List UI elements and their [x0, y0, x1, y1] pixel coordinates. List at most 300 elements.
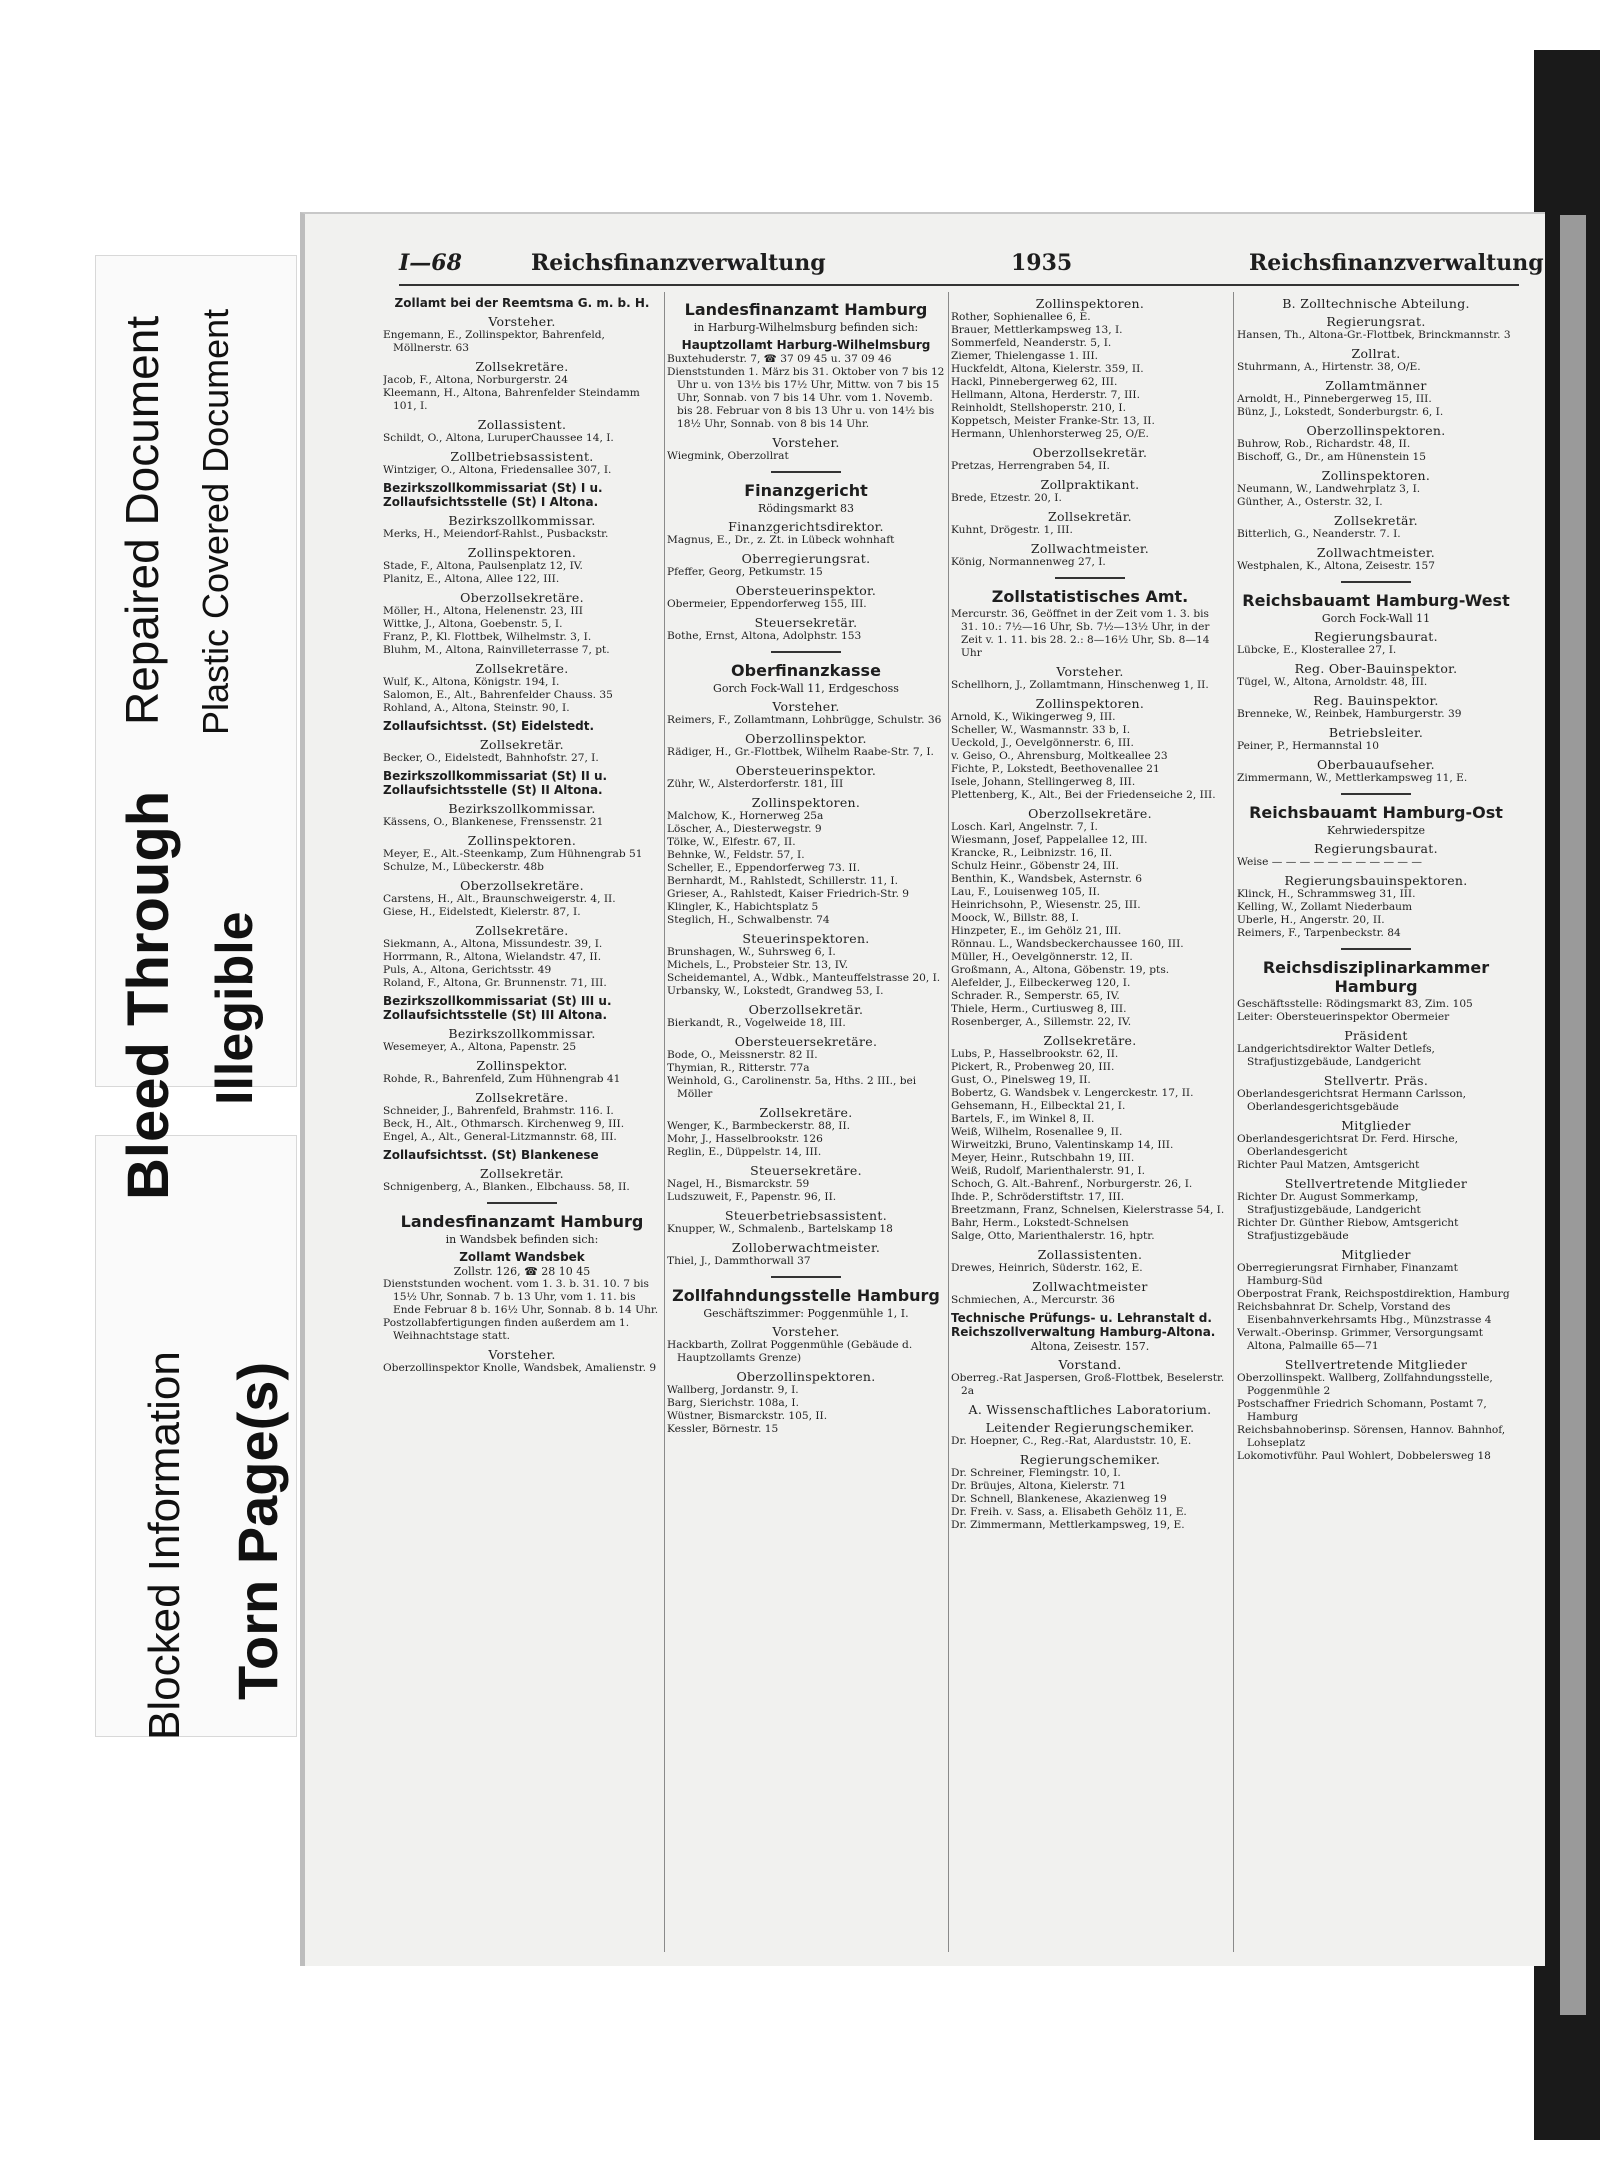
entry: Wallberg, Jordanstr. 9, I.: [667, 1384, 799, 1396]
address-line: in Wandsbek befinden sich:: [445, 1233, 599, 1246]
entry: Buxtehuderstr. 7, ☎ 37 09 45 u. 37 09 46: [667, 353, 892, 365]
entry: Arnold, K., Wikingerweg 9, III.: [951, 711, 1116, 723]
section-rule: [771, 1276, 841, 1278]
role-heading: Zollassistenten.: [1037, 1247, 1143, 1262]
entry: Wiegmink, Oberzollrat: [667, 450, 789, 462]
entry: Richter Paul Matzen, Amtsgericht: [1237, 1159, 1420, 1171]
entry: Reglin, E., Düppelstr. 14, III.: [667, 1146, 822, 1158]
role-heading: Regierungschemiker.: [1019, 1452, 1161, 1467]
column-divider: [664, 292, 665, 1952]
role-heading: Oberzollsekretäre.: [460, 878, 584, 893]
entry: Thymian, R., Ritterstr. 77a: [667, 1062, 810, 1074]
entry: v. Geiso, O., Ahrensburg, Moltkeallee 23: [951, 750, 1168, 762]
office-title: Hauptzollamt Harburg-Wilhelmsburg: [681, 338, 931, 352]
entry: Oberpostrat Frank, Reichspostdirektion, Hamburg: [1237, 1288, 1510, 1300]
role-heading: Vorsteher.: [488, 1347, 556, 1362]
entry: Wenger, K., Barmbeckerstr. 88, II.: [667, 1120, 851, 1132]
page-number: I—68: [399, 250, 462, 276]
address-line: Zollstr. 126, ☎ 28 10 45: [453, 1265, 591, 1278]
entry: Benthin, K., Wandsbek, Asternstr. 6: [951, 873, 1143, 885]
entry: Bischoff, G., Dr., am Hünenstein 15: [1237, 451, 1427, 463]
role-heading: Zollrat.: [1351, 346, 1401, 361]
entry: Pfeffer, Georg, Petkumstr. 15: [667, 566, 823, 578]
role-heading: Stellvertretende Mitglieder: [1284, 1357, 1468, 1372]
section-rule: [1341, 948, 1411, 950]
role-heading: Zollsekretäre.: [759, 1105, 853, 1120]
role-heading: Zollsekretäre.: [475, 359, 569, 374]
entry: Behnke, W., Feldstr. 57, I.: [667, 849, 805, 861]
entry: Uberle, H., Angerstr. 20, II.: [1237, 914, 1385, 926]
entry: Löscher, A., Diesterwegstr. 9: [667, 823, 822, 835]
role-heading: Steuersekretär.: [754, 615, 858, 630]
entry: Michels, L., Probsteier Str. 13, IV.: [667, 959, 849, 971]
entry: Carstens, H., Alt., Braunschweigerstr. 4, II.: [383, 893, 616, 905]
entry: Mohr, J., Hasselbrookstr. 126: [667, 1133, 823, 1145]
role-heading: Oberbauaufseher.: [1317, 757, 1435, 772]
entry: Huckfeldt, Altona, Kielerstr. 359, II.: [951, 363, 1144, 375]
entry: Magnus, E., Dr., z. Zt. in Lübeck wohnhaft: [667, 534, 895, 546]
entry: Merks, H., Meiendorf-Rahlst., Pusbackstr.: [383, 528, 609, 540]
entry: Dr. Schreiner, Flemingstr. 10, I.: [951, 1467, 1121, 1479]
scan-page-stack: [1560, 215, 1586, 2015]
role-heading: Steuersekretäre.: [750, 1163, 862, 1178]
entry: Bobertz, G. Wandsbek v. Lengerckestr. 17, II.: [951, 1087, 1194, 1099]
address-line: in Harburg-Wilhelmsburg befinden sich:: [693, 321, 919, 334]
entry: Lübcke, E., Klosterallee 27, I.: [1237, 644, 1397, 656]
entry: Thiele, Herm., Curtiusweg 8, III.: [951, 1003, 1127, 1015]
entry: Lau, F., Louisenweg 105, II.: [951, 886, 1101, 898]
role-heading: Zollsekretäre.: [475, 661, 569, 676]
entry: Müller, H., Oevelgönnerstr. 12, II.: [951, 951, 1133, 963]
section-title: Landesfinanzamt Hamburg: [400, 1212, 644, 1231]
entry: Oberzollinspektor Knolle, Wandsbek, Amalienstr. 9: [383, 1362, 657, 1374]
entry: Drewes, Heinrich, Süderstr. 162, E.: [951, 1262, 1143, 1274]
entry: Meyer, E., Alt.-Steenkamp, Zum Hühnengrab 51: [383, 848, 643, 860]
section-rule: [771, 651, 841, 653]
role-heading: Bezirkszollkommissar.: [448, 513, 596, 528]
entry: Stade, F., Altona, Paulsenplatz 12, IV.: [383, 560, 583, 572]
entry: Bernhardt, M., Rahlstedt, Schillerstr. 11, I.: [667, 875, 898, 887]
entry: Barg, Sierichstr. 108a, I.: [667, 1397, 799, 1409]
entry: Günther, A., Osterstr. 32, I.: [1237, 496, 1383, 508]
entry: Meyer, Heinr., Rutschbahn 19, III.: [951, 1152, 1135, 1164]
section-title: Reichsbauamt Hamburg-Ost: [1249, 803, 1503, 822]
role-heading: Zollinspektoren.: [1321, 468, 1431, 483]
running-head: [399, 244, 1544, 286]
column-2: [667, 292, 945, 1952]
role-heading: Zollinspektoren.: [1035, 696, 1145, 711]
role-heading: Mitglieder: [1341, 1247, 1411, 1262]
role-heading: Steuerbetriebsassistent.: [725, 1208, 887, 1223]
entry: Postzollabfertigungen finden außerdem am 1. Weihnachtstage statt.: [383, 1317, 630, 1342]
entry: Leiter: Obersteuerinspektor Obermeier: [1237, 1011, 1450, 1023]
entry: Salge, Otto, Marienthalerstr. 16, hptr.: [951, 1230, 1155, 1242]
entry: Pickert, R., Probenweg 20, III.: [951, 1061, 1115, 1073]
entry: Moock, W., Billstr. 88, I.: [951, 912, 1079, 924]
entry: Zimmermann, W., Mettlerkampsweg 11, E.: [1237, 772, 1468, 784]
role-heading: Reg. Ober-Bauinspektor.: [1294, 661, 1458, 676]
entry: Hansen, Th., Altona-Gr.-Flottbek, Brinckmannstr. 3: [1237, 329, 1511, 341]
entry: Weiß, Rudolf, Marienthalerstr. 91, I.: [951, 1165, 1146, 1177]
office-title: Bezirkszollkommissariat (St) II u. Zollaufsichtsstelle (St) II Altona.: [383, 769, 608, 797]
entry: Kässens, O., Blankenese, Frenssenstr. 21: [383, 816, 604, 828]
entry: Kleemann, H., Altona, Bahrenfelder Steindamm 101, I.: [383, 387, 640, 412]
office-title: Zollamt Wandsbek: [459, 1250, 585, 1264]
role-heading: Oberzollsekretär.: [748, 1002, 864, 1017]
label-bleed-through: Bleed Through: [116, 790, 181, 1200]
section-title: Landesfinanzamt Hamburg: [684, 300, 928, 319]
label-illegible: Illegible: [206, 911, 264, 1105]
entry: Oberzollinspekt. Wallberg, Zollfahndungsstelle, Poggenmühle 2: [1237, 1372, 1493, 1397]
entry: Klinck, H., Schrammsweg 31, III.: [1237, 888, 1416, 900]
entry: Schoch, G. Alt.-Bahrenf., Norburgerstr. 26, I.: [951, 1178, 1193, 1190]
entry: Hermann, Uhlenhorsterweg 25, O/E.: [951, 428, 1149, 440]
entry: Verwalt.-Oberinsp. Grimmer, Versorgungsamt Altona, Palmaille 65—71: [1237, 1327, 1484, 1352]
entry: Bluhm, M., Altona, Rainvilleterrasse 7, pt.: [383, 644, 610, 656]
entry: Wulf, K., Altona, Königstr. 194, I.: [383, 676, 560, 688]
entry: Brede, Etzestr. 20, I.: [951, 492, 1062, 504]
section-title: Oberfinanzkasse: [731, 661, 881, 680]
entry: Grieser, A., Rahlstedt, Kaiser Friedrich-Str. 9: [667, 888, 910, 900]
entry: Schulze, M., Lübeckerstr. 48b: [383, 861, 544, 873]
office-title: Bezirkszollkommissariat (St) I u. Zollaufsichtsstelle (St) I Altona.: [383, 481, 603, 509]
address-line: Gorch Fock-Wall 11: [1321, 612, 1431, 625]
entry: Steglich, H., Schwalbenstr. 74: [667, 914, 830, 926]
entry: Stuhrmann, A., Hirtenstr. 38, O/E.: [1237, 361, 1421, 373]
section-rule: [487, 1202, 557, 1204]
role-heading: Regierungsbauinspektoren.: [1284, 873, 1468, 888]
entry: Schildt, O., Altona, LuruperChaussee 14, I.: [383, 432, 614, 444]
role-heading: Zollinspektoren.: [467, 545, 577, 560]
entry: Hellmann, Altona, Herderstr. 7, III.: [951, 389, 1140, 401]
role-heading: Zollsekretär.: [1048, 509, 1132, 524]
entry: Peiner, P., Hermannstal 10: [1237, 740, 1379, 752]
entry: Heinrichsohn, P., Wiesenstr. 25, III.: [951, 899, 1141, 911]
section-title: Finanzgericht: [744, 481, 868, 500]
role-heading: Zollsekretär.: [480, 1166, 564, 1181]
role-heading: Bezirkszollkommissar.: [448, 1026, 596, 1041]
role-heading: A. Wissenschaftliches Laboratorium.: [968, 1402, 1212, 1417]
role-heading: Regierungsrat.: [1326, 314, 1426, 329]
entry: Dienststunden wochent. vom 1. 3. b. 31. 10. 7 bis 15½ Uhr, Sonnab. 7 b. 13 Uhr, vom 1. 11. bis Ende Februar 8 b. 16½ Uhr, Sonnab. 8 b. 14 Uhr.: [383, 1278, 659, 1316]
entry: Kelling, W., Zollamt Niederbaum: [1237, 901, 1413, 913]
role-heading: Oberzollsekretäre.: [460, 590, 584, 605]
entry: Dr. Freih. v. Sass, a. Elisabeth Gehölz 11, E.: [951, 1506, 1187, 1518]
entry: Obermeier, Eppendorferweg 155, III.: [667, 598, 867, 610]
entry: Roland, F., Altona, Gr. Brunnenstr. 71, III.: [383, 977, 607, 989]
office-title: Zollaufsichtsst. (St) Eidelstedt.: [383, 719, 595, 733]
section-title: Zollstatistisches Amt.: [991, 587, 1189, 606]
role-heading: Zollamtmänner: [1325, 378, 1427, 393]
office-title: Technische Prüfungs- u. Lehranstalt d. Reichszollverwaltung Hamburg-Altona.: [951, 1311, 1216, 1339]
entry: Fichte, P., Lokstedt, Beethovenallee 21: [951, 763, 1160, 775]
label-plastic: Plastic Covered Document: [195, 308, 236, 735]
entry: Lubs, P., Hasselbrookstr. 62, II.: [951, 1048, 1119, 1060]
entry: Rohde, R., Bahrenfeld, Zum Hühnengrab 41: [383, 1073, 621, 1085]
role-heading: Stellvertr. Präs.: [1323, 1073, 1429, 1088]
role-heading: Leitender Regierungschemiker.: [985, 1420, 1195, 1435]
label-blocked-information: Blocked Information: [140, 1351, 189, 1740]
entry: Bahr, Herm., Lokstedt-Schnelsen: [951, 1217, 1129, 1229]
entry: Schrader. R., Semperstr. 65, IV.: [951, 990, 1120, 1002]
entry: Oberregierungsrat Firnhaber, Finanzamt Hamburg-Süd: [1237, 1262, 1458, 1287]
entry: Bothe, Ernst, Altona, Adolphstr. 153: [667, 630, 862, 642]
entry: Rönnau. L., Wandsbeckerchaussee 160, III.: [951, 938, 1184, 950]
role-heading: Zollbetriebsassistent.: [450, 449, 594, 464]
entry: Knupper, W., Schmalenb., Bartelskamp 18: [667, 1223, 893, 1235]
entry: Weiß, Wilhelm, Rosenallee 9, II.: [951, 1126, 1123, 1138]
entry: Alefelder, J., Eilbeckerweg 120, I.: [951, 977, 1131, 989]
label-repaired: Repaired Document: [116, 315, 168, 725]
role-heading: Präsident: [1344, 1028, 1408, 1043]
entry: Horrmann, R., Altona, Wielandstr. 47, II.: [383, 951, 602, 963]
role-heading: Zollinspektoren.: [751, 795, 861, 810]
column-divider: [1233, 292, 1234, 1952]
role-heading: Regierungsbaurat.: [1314, 629, 1438, 644]
entry: Siekmann, A., Altona, Missundestr. 39, I.: [383, 938, 603, 950]
address-line: Kehrwiederspitze: [1327, 824, 1425, 837]
address-line: Geschäftszimmer: Poggenmühle 1, I.: [703, 1307, 909, 1320]
running-title-right: Reichsfinanzverwaltung: [1249, 250, 1544, 276]
entry: Hinzpeter, E., im Gehölz 21, III.: [951, 925, 1122, 937]
entry: Richter Dr. Günther Riebow, Amtsgericht Strafjustizgebäude: [1237, 1217, 1459, 1242]
office-title: Zollaufsichtsst. (St) Blankenese: [383, 1148, 599, 1162]
role-heading: Regierungsbaurat.: [1314, 841, 1438, 856]
entry: Wirweitzki, Bruno, Valentinskamp 14, III.: [951, 1139, 1174, 1151]
entry: Brauer, Mettlerkampsweg 13, I.: [951, 324, 1123, 336]
entry: Arnoldt, H., Pinnebergerweg 15, III.: [1237, 393, 1432, 405]
columns: [383, 292, 1523, 1952]
section-rule: [1341, 793, 1411, 795]
section-rule: [1341, 581, 1411, 583]
entry: Scheller, E., Eppendorferweg 73. II.: [667, 862, 861, 874]
role-heading: Vorsteher.: [488, 314, 556, 329]
entry: Scheidemantel, A., Wdbk., Manteuffelstrasse 20, I.: [667, 972, 941, 984]
entry: Ziemer, Thielengasse 1. III.: [951, 350, 1098, 362]
entry: Lokomotivführ. Paul Wohlert, Dobbelersweg 18: [1237, 1450, 1491, 1462]
entry: Reinholdt, Stellshoperstr. 210, I.: [951, 402, 1126, 414]
entry: Weise — — — — — — — — — — —: [1237, 856, 1422, 868]
entry: Reichsbahnrat Dr. Schelp, Vorstand des Eisenbahnverkehrsamts Hbg., Münzstrasse 4: [1237, 1301, 1492, 1326]
entry: Wintziger, O., Altona, Friedensallee 307, I.: [383, 464, 612, 476]
role-heading: Obersteuerinspektor.: [735, 583, 877, 598]
entry: Wüstner, Bismarckstr. 105, II.: [667, 1410, 828, 1422]
entry: König, Normannenweg 27, I.: [951, 556, 1106, 568]
entry: Oberlandesgerichtsrat Hermann Carlsson, Oberlandesgerichtsgebäude: [1237, 1088, 1467, 1113]
entry: Dr. Schnell, Blankenese, Akazienweg 19: [951, 1493, 1167, 1505]
office-title: Bezirkszollkommissariat (St) III u. Zollaufsichtsstelle (St) III Altona.: [383, 994, 612, 1022]
entry: Zühr, W., Alsterdorferstr. 181, III: [667, 778, 844, 790]
section-rule: [1055, 577, 1125, 579]
role-heading: Vorsteher.: [772, 699, 840, 714]
entry: Richter Dr. August Sommerkamp, Strafjustizgebäude, Landgericht: [1237, 1191, 1421, 1216]
entry: Koppetsch, Meister Franke-Str. 13, II.: [951, 415, 1155, 427]
entry: Neumann, W., Landwehrplatz 3, I.: [1237, 483, 1421, 495]
entry: Scheller, W., Wasmannstr. 33 b, I.: [951, 724, 1131, 736]
entry: Gehsemann, H., Eilbecktal 21, I.: [951, 1100, 1126, 1112]
role-heading: Vorsteher.: [772, 1324, 840, 1339]
entry: Bitterlich, G., Neanderstr. 7. I.: [1237, 528, 1401, 540]
role-heading: Oberzollinspektoren.: [1306, 423, 1446, 438]
role-heading: Vorstand.: [1058, 1357, 1122, 1372]
entry: Klingler, K., Habichtsplatz 5: [667, 901, 819, 913]
entry: Pretzas, Herrengraben 54, II.: [951, 460, 1110, 472]
column-1: [383, 292, 661, 1952]
office-title: Zollamt bei der Reemtsma G. m. b. H.: [394, 296, 650, 310]
condition-labels: [95, 255, 325, 1755]
entry: Rädiger, H., Gr.-Flottbek, Wilhelm Raabe-Str. 7, I.: [667, 746, 934, 758]
entry: Weinhold, G., Carolinenstr. 5a, Hths. 2 III., bei Möller: [667, 1075, 917, 1100]
entry: Beck, H., Alt., Othmarsch. Kirchenweg 9, III.: [383, 1118, 625, 1130]
entry: Landgerichtsdirektor Walter Detlefs, Strafjustizgebäude, Landgericht: [1237, 1043, 1435, 1068]
entry: Bierkandt, R., Vogelweide 18, III.: [667, 1017, 846, 1029]
role-heading: Stellvertretende Mitglieder: [1284, 1176, 1468, 1191]
entry: Kessler, Börnestr. 15: [667, 1423, 779, 1435]
entry: Bartels, F., im Winkel 8, II.: [951, 1113, 1095, 1125]
entry: Malchow, K., Hornerweg 25a: [667, 810, 824, 822]
section-title: Zollfahndungsstelle Hamburg: [672, 1286, 940, 1305]
role-heading: Zolloberwachtmeister.: [731, 1240, 881, 1255]
entry: Puls, A., Altona, Gerichtsstr. 49: [383, 964, 552, 976]
role-heading: Zollsekretär.: [1334, 513, 1418, 528]
entry: Ludszuweit, F., Papenstr. 96, II.: [667, 1191, 837, 1203]
role-heading: Bezirkszollkommissar.: [448, 801, 596, 816]
role-heading: Zollpraktikant.: [1040, 477, 1140, 492]
role-heading: Zollinspektoren.: [467, 833, 577, 848]
entry: Schnigenberg, A., Blanken., Elbchauss. 58, II.: [383, 1181, 630, 1193]
entry: Ueckold, J., Oevelgönnerstr. 6, III.: [951, 737, 1134, 749]
entry: Engel, A., Alt., General-Litzmannstr. 68, III.: [383, 1131, 617, 1143]
entry: Schneider, J., Bahrenfeld, Brahmstr. 116. I.: [383, 1105, 614, 1117]
address-line: Rödingsmarkt 83: [757, 502, 855, 515]
role-heading: Betriebsleiter.: [1328, 725, 1424, 740]
entry: Reimers, F., Tarpenbeckstr. 84: [1237, 927, 1401, 939]
entry: Mercurstr. 36, Geöffnet in der Zeit vom 1. 3. bis 31. 10.: 7½—16 Uhr, Sb. 7½—13½ Uhr, in der Zeit v. 1. 11. bis 28. 2.: 8—16½ Uhr, Sb. 8—14 Uhr: [951, 608, 1210, 659]
entry: Schmiechen, A., Mercurstr. 36: [951, 1294, 1115, 1306]
entry: Hackl, Pinnebergerweg 62, III.: [951, 376, 1118, 388]
role-heading: Oberregierungsrat.: [741, 551, 871, 566]
entry: Postschaffner Friedrich Schomann, Postamt 7, Hamburg: [1237, 1398, 1487, 1423]
role-heading: Zollwachtmeister.: [1316, 545, 1436, 560]
year: 1935: [1011, 250, 1073, 276]
entry: Rosenberger, A., Sillemstr. 22, IV.: [951, 1016, 1132, 1028]
role-heading: Steuerinspektoren.: [742, 931, 870, 946]
address-line: Altona, Zeisestr. 157.: [1030, 1340, 1150, 1353]
role-heading: Oberzollinspektor.: [745, 731, 867, 746]
role-heading: Vorsteher.: [1056, 664, 1124, 679]
entry: Isele, Johann, Stellingerweg 8, III.: [951, 776, 1136, 788]
entry: Brunshagen, W., Suhrsweg 6, I.: [667, 946, 836, 958]
role-heading: Obersteuerinspektor.: [735, 763, 877, 778]
role-heading: Zollsekretäre.: [475, 923, 569, 938]
entry: Schellhorn, J., Zollamtmann, Hinschenweg 1, II.: [951, 679, 1209, 691]
entry: Möller, H., Altona, Helenenstr. 23, III: [383, 605, 583, 617]
entry: Dr. Hoepner, C., Reg.-Rat, Alarduststr. 10, E.: [951, 1435, 1192, 1447]
entry: Ihde. P., Schröderstiftstr. 17, III.: [951, 1191, 1125, 1203]
entry: Tügel, W., Altona, Arnoldstr. 48, III.: [1237, 676, 1428, 688]
entry: Salomon, E., Alt., Bahrenfelder Chauss. 35: [383, 689, 613, 701]
entry: Wiesmann, Josef, Pappelallee 12, III.: [951, 834, 1148, 846]
entry: Gust, O., Pinelsweg 19, II.: [951, 1074, 1091, 1086]
entry: Bode, O., Meissnerstr. 82 II.: [667, 1049, 818, 1061]
section-rule: [771, 471, 841, 473]
address-line: Gorch Fock-Wall 11, Erdgeschoss: [713, 682, 899, 695]
entry: Planitz, E., Altona, Allee 122, III.: [383, 573, 560, 585]
entry: Brenneke, W., Reinbek, Hamburgerstr. 39: [1237, 708, 1462, 720]
role-heading: Obersteuersekretäre.: [734, 1034, 878, 1049]
role-heading: Zollsekretäre.: [1043, 1033, 1137, 1048]
role-heading: B. Zolltechnische Abteilung.: [1282, 296, 1470, 311]
entry: Jacob, F., Altona, Norburgerstr. 24: [383, 374, 569, 386]
entry: Dr. Zimmermann, Mettlerkampsweg, 19, E.: [951, 1519, 1185, 1531]
entry: Engemann, E., Zollinspektor, Bahrenfeld, Möllnerstr. 63: [383, 329, 605, 354]
column-3: [951, 292, 1229, 1952]
role-heading: Zollinspektoren.: [1035, 296, 1145, 311]
section-title: Reichsdisziplinarkammer Hamburg: [1262, 958, 1490, 996]
entry: Becker, O., Eidelstedt, Bahnhofstr. 27, I.: [383, 752, 599, 764]
entry: Urbansky, W., Lokstedt, Grandweg 53, I.: [667, 985, 884, 997]
entry: Oberlandesgerichtsrat Dr. Ferd. Hirsche, Oberlandesgericht: [1237, 1133, 1459, 1158]
role-heading: Reg. Bauinspektor.: [1313, 693, 1439, 708]
entry: Breetzmann, Franz, Schnelsen, Kielerstrasse 54, I.: [951, 1204, 1225, 1216]
role-heading: Vorsteher.: [772, 435, 840, 450]
entry: Geschäftsstelle: Rödingsmarkt 83, Zim. 105: [1237, 998, 1473, 1010]
column-4: [1237, 292, 1515, 1952]
entry: Rother, Sophienallee 6, E.: [951, 311, 1091, 323]
role-heading: Oberzollsekretäre.: [1028, 806, 1152, 821]
entry: Rohland, A., Altona, Steinstr. 90, I.: [383, 702, 570, 714]
entry: Sommerfeld, Neanderstr. 5, I.: [951, 337, 1112, 349]
entry: Oberreg.-Rat Jaspersen, Groß-Flottbek, Beselerstr. 2a: [951, 1372, 1225, 1397]
entry: Krancke, R., Leibnizstr. 16, II.: [951, 847, 1113, 859]
entry: Nagel, H., Bismarckstr. 59: [667, 1178, 810, 1190]
role-heading: Zollwachtmeister.: [1030, 541, 1150, 556]
entry: Westphalen, K., Altona, Zeisestr. 157: [1237, 560, 1435, 572]
role-heading: Zollinspektor.: [476, 1058, 568, 1073]
entry: Buhrow, Rob., Richardstr. 48, II.: [1237, 438, 1411, 450]
role-heading: Oberzollsekretär.: [1032, 445, 1148, 460]
entry: Giese, H., Eidelstedt, Kielerstr. 87, I.: [383, 906, 581, 918]
role-heading: Oberzollinspektoren.: [736, 1369, 876, 1384]
role-heading: Zollsekretäre.: [475, 1090, 569, 1105]
section-title: Reichsbauamt Hamburg-West: [1242, 591, 1510, 610]
entry: Kuhnt, Drögestr. 1, III.: [951, 524, 1073, 536]
entry: Plettenberg, K., Alt., Bei der Friedenseiche 2, III.: [951, 789, 1216, 801]
role-heading: Zollassistent.: [477, 417, 567, 432]
column-divider: [948, 292, 949, 1952]
entry: Wittke, J., Altona, Goebenstr. 5, I.: [383, 618, 563, 630]
entry: Thiel, J., Dammthorwall 37: [667, 1255, 811, 1267]
role-heading: Zollsekretär.: [480, 737, 564, 752]
entry: Hackbarth, Zollrat Poggenmühle (Gebäude d. Hauptzollamts Grenze): [667, 1339, 913, 1364]
directory-page: [300, 212, 1545, 1966]
role-heading: Zollwachtmeister: [1032, 1279, 1148, 1294]
entry: Tölke, W., Elfestr. 67, II.: [667, 836, 796, 848]
entry: Franz, P., Kl. Flottbek, Wilhelmstr. 3, I.: [383, 631, 592, 643]
running-title-left: Reichsfinanzverwaltung: [531, 250, 826, 276]
entry: Reimers, F., Zollamtmann, Lohbrügge, Schulstr. 36: [667, 714, 942, 726]
entry: Schulz Heinr., Göbenstr 24, III.: [951, 860, 1119, 872]
entry: Großmann, A., Altona, Göbenstr. 19, pts.: [951, 964, 1170, 976]
entry: Losch. Karl, Angelnstr. 7, I.: [951, 821, 1098, 833]
entry: Dr. Brüujes, Altona, Kielerstr. 71: [951, 1480, 1126, 1492]
entry: Bünz, J., Lokstedt, Sonderburgstr. 6, I.: [1237, 406, 1444, 418]
entry: Reichsbahnoberinsp. Sörensen, Hannov. Bahnhof, Lohseplatz: [1237, 1424, 1506, 1449]
role-heading: Mitglieder: [1341, 1118, 1411, 1133]
role-heading: Finanzgerichtsdirektor.: [728, 519, 884, 534]
entry: Wesemeyer, A., Altona, Papenstr. 25: [383, 1041, 577, 1053]
label-torn-pages: Torn Page(s): [226, 1361, 289, 1700]
